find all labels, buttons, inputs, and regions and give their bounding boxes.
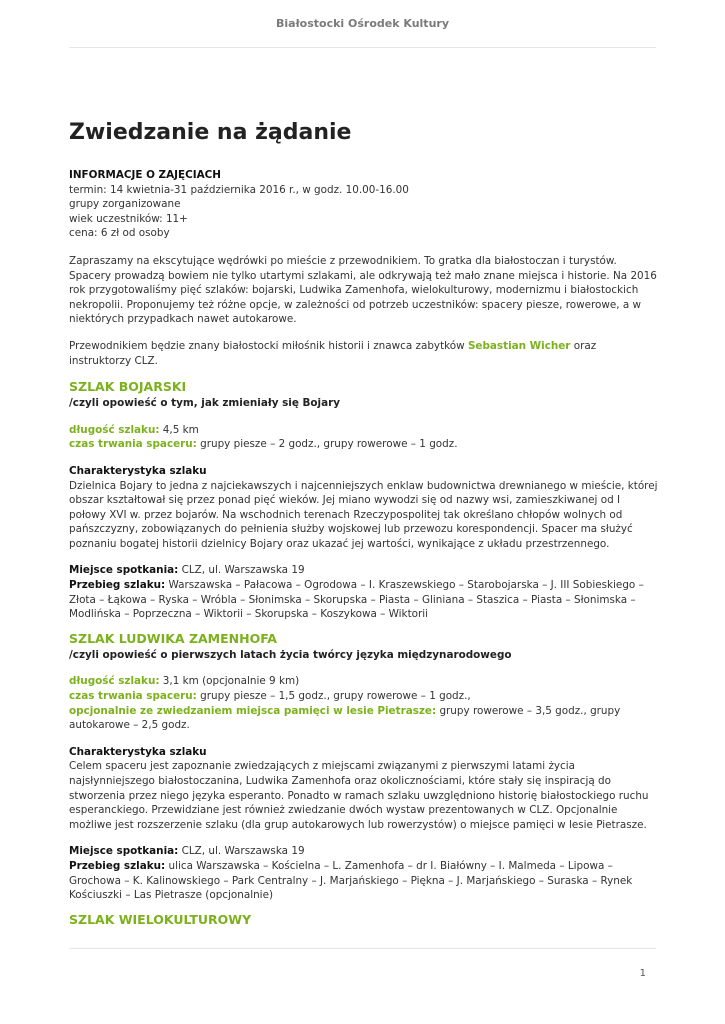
guide-paragraph [69,339,659,368]
optional-value: grupy rowerowe – 3,5 godz., grupy autokarowe – 2,5 godz. [69,704,621,732]
info-line-price: cena: 6 zł od osoby [69,227,170,240]
trail-facts [69,674,659,732]
trail-zamenhof [69,630,659,903]
site-header: Białostocki Ośrodek Kultury [276,17,449,30]
length-label: długość szlaku: [69,675,160,688]
trail-wielokulturowy [69,911,659,929]
char-heading: Charakterystyka szlaku [69,745,207,758]
meeting-value: CLZ, ul. Warszawska 19 [178,564,305,577]
document-body [69,118,659,929]
length-value: 3,1 km (opcjonalnie 9 km) [159,675,300,688]
guide-name-link[interactable]: Sebastian Wicher [467,339,571,352]
trail-bojarski [69,378,659,622]
info-line-age: wiek uczestników: 11+ [69,212,188,225]
char-text: Dzielnica Bojary to jedna z najciekawszych i najcenniejszych enklaw budownictwa drewnianego w mieście, której obszar kształtował się przez ponad pięć wieków. Jej miano wywodzi się od nazwy wsi, zamieszkiwanej od I połowy XVI w. przez bojarów. Na wschodnich terenach Rzeczypospolitej tak określano chłopów wolnych od pańszczyzny, zobowiązanych do pełnienia służby wojskowej lub przewozu korespondencji. Spacer ma służyć poznaniu bogatej historii dzielnicy Bojary oraz ukazać jej wartości, wynikające z układu przestrzennego. [69,479,658,550]
trail-characteristics [69,745,659,833]
char-heading: Charakterystyka szlaku [69,464,207,477]
info-line-groups: grupy zorganizowane [69,198,181,211]
length-label: długość szlaku: [69,423,160,436]
info-section [69,168,659,241]
trail-title: SZLAK LUDWIKA ZAMENHOFA [69,630,277,646]
trail-characteristics [69,464,659,552]
info-heading: INFORMACJE O ZAJĘCIACH [69,169,221,181]
trail-meeting [69,844,659,902]
route-value: ulica Warszawska – Kościelna – L. Zamenhofa – dr I. Białówny – I. Malmeda – Lipowa – Grochowa – K. Kalinowskiego – Park Centralny – J. Marjańskiego – Piękna – J. Marjańskiego – Suraska – Rynek Kościuszki – Las Pietrasze (opcjonalnie) [69,859,633,902]
duration-value: grupy piesze – 2 godz., grupy rowerowe – 1 godz. [196,438,458,451]
guide-text-before: Przewodnikiem będzie znany białostocki miłośnik historii i znawca zabytków [69,339,468,352]
page-title: Zwiedzanie na żądanie [69,120,352,145]
trail-facts [69,423,659,452]
intro-paragraph: Zapraszamy na ekscytujące wędrówki po mieście z przewodnikiem. To gratka dla białostoczan i turystów. Spacery prowadzą bowiem nie tylko utartymi szlakami, ale odkrywają też mało znane miejsca i historie. Na 2016 rok przygotowaliśmy pięć szlaków: bojarski, Ludwika Zamenhofa, wielokulturowy, modernizmu i białostockich nekropolii. Proponujemy też różne opcje, w zależności od potrzeb uczestników: spacery piesze, rowerowe, a w niektórych przypadkach nawet autokarowe. [69,254,657,326]
meeting-value: CLZ, ul. Warszawska 19 [178,845,305,858]
route-label: Przebieg szlaku: [69,579,166,592]
guide-text-after: oraz instruktorzy CLZ. [69,339,597,367]
meeting-label: Miejsce spotkania: [69,845,179,858]
duration-label: czas trwania spaceru: [69,438,197,451]
page-number: 1 [639,968,646,979]
char-text: Celem spaceru jest zapoznanie zwiedzających z miejscami związanymi z pierwszymi latami życia najsłynniejszego białostoczanina, Ludwika Zamenhofa oraz okolicznościami, które stały się inspiracją do stworzenia przez niego języka esperanto. Ponadto w ramach szlaku uwzględniono historię białostockiego ruchu esperanckiego. Przewidziane jest również zwiedzanie dwóch wystaw prezentowanych w CLZ. Opcjonalnie możliwe jest rozszerzenie szlaku (dla grup autokarowych lub rowerzystów) o miejsce pamięci w lesie Pietrasze. [69,760,649,831]
route-label: Przebieg szlaku: [69,859,166,872]
duration-value: grupy piesze – 1,5 godz., grupy rowerowe – 1 godz., [196,690,471,703]
trail-subtitle: /czyli opowieść o tym, jak zmieniały się Bojary [69,397,341,410]
trail-title: SZLAK WIELOKULTUROWY [69,911,252,927]
optional-label: opcjonalnie ze zwiedzaniem miejsca pamięci w lesie Pietrasze: [69,704,437,717]
trail-subtitle: /czyli opowieść o pierwszych latach życia twórcy języka międzynarodowego [69,648,512,661]
duration-label: czas trwania spaceru: [69,690,197,703]
length-value: 4,5 km [159,423,199,436]
trail-meeting [69,563,659,621]
header-divider [69,47,656,48]
route-value: Warszawska – Pałacowa – Ogrodowa – I. Kraszewskiego – Starobojarska – J. III Sobieskiego – Złota – Łąkowa – Ryska – Wróbla – Słonimska – Skorupska – Piasta – Gliniana – Staszica – Piasta – Słonimska – Modlińska – Poprzeczna – Wiktorii – Skorupska – Koszykowa – Wiktorii [69,579,644,621]
meeting-label: Miejsce spotkania: [69,564,179,577]
trail-title: SZLAK BOJARSKI [69,379,187,395]
footer-divider [69,948,656,949]
info-line-dates: termin: 14 kwietnia-31 października 2016 r., w godz. 10.00-16.00 [69,183,409,196]
